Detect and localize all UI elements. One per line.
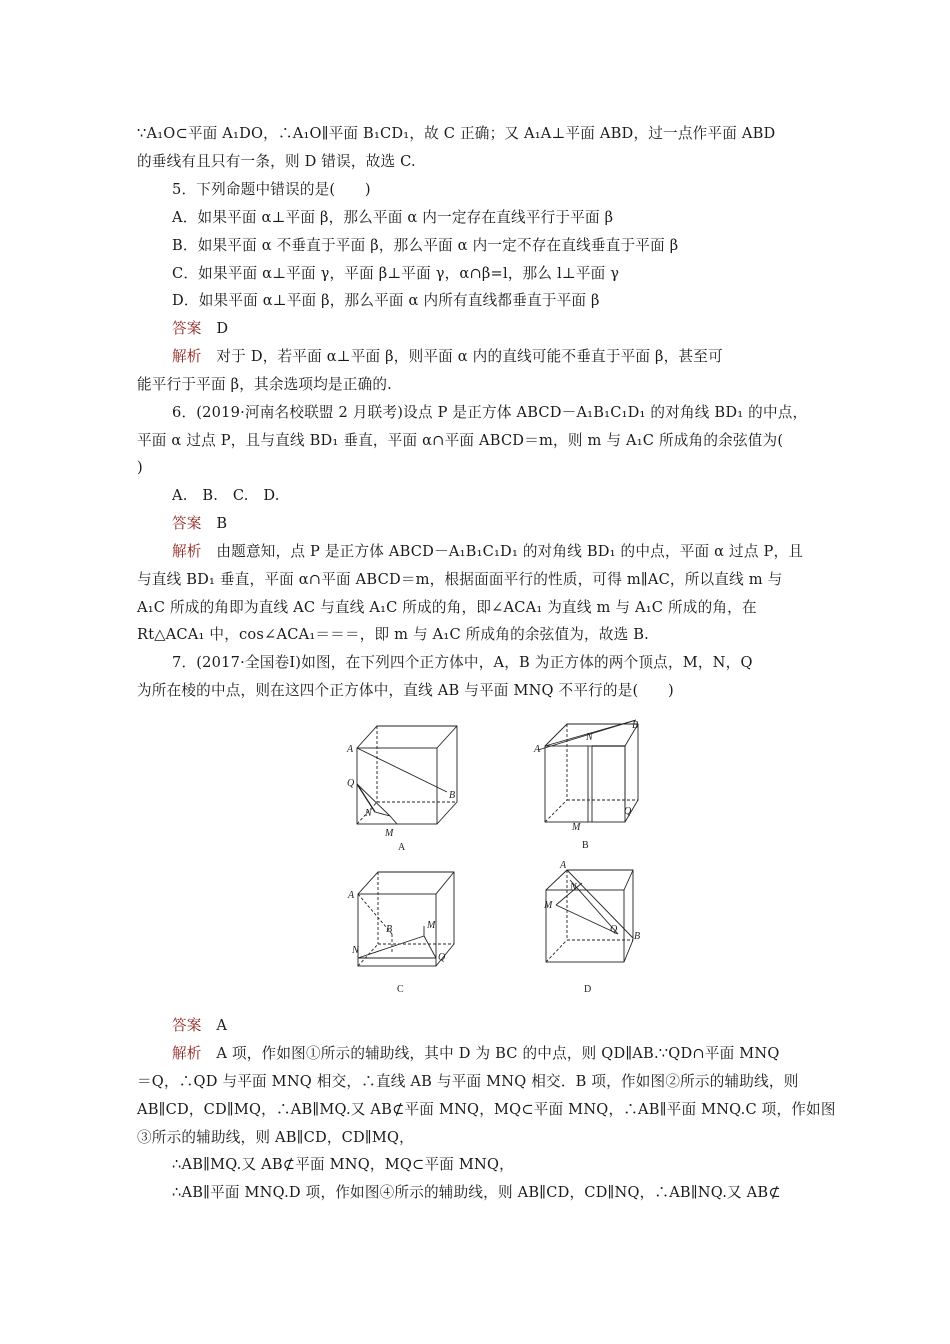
- analysis-label: 解析: [172, 543, 202, 560]
- vertex-label: A: [348, 890, 355, 901]
- text-line: ∵A₁O⊂平面 A₁DO，∴A₁O∥平面 B₁CD₁，故 C 正确；又 A₁A⊥平面 ABD，过一点作平面 ABD: [137, 125, 776, 142]
- vertex-label: M: [572, 822, 581, 833]
- question-6-stem: 6．(2019·河南名校联盟 2 月联考)设点 P 是正方体 ABCD－A₁B₁C₁D₁ 的对角线 BD₁ 的中点，: [172, 404, 808, 421]
- vertex-label: B: [449, 790, 456, 801]
- text-line: ∴AB∥MQ.又 AB⊄平面 MNQ，MQ⊂平面 MNQ，: [172, 1156, 514, 1173]
- text-line: Rt△ACA₁ 中，cos∠ACA₁＝＝＝，即 m 与 A₁C 所成角的余弦值为，故选 B.: [137, 626, 650, 643]
- option-a: A．如果平面 α⊥平面 β，那么平面 α 内一定存在直线平行于平面 β: [172, 209, 614, 226]
- analysis-label: 解析: [172, 348, 202, 365]
- cube-figure-a: [346, 726, 457, 853]
- vertex-label: B: [386, 924, 393, 935]
- text-line: A₁C 所成的角即为直线 AC 与直线 A₁C 所成的角，即∠ACA₁ 为直线 m 与 A₁C 所成的角，在: [137, 599, 757, 616]
- vertex-label: Q: [438, 952, 446, 963]
- vertex-label: Q: [610, 924, 618, 935]
- analysis-line: 解析 由题意知，点 P 是正方体 ABCD－A₁B₁C₁D₁ 的对角线 BD₁ 的中点，平面 α 过点 P，且: [172, 543, 804, 560]
- answer-value: A: [216, 1017, 228, 1034]
- vertex-label: A: [534, 744, 541, 755]
- text-line: 能平行于平面 β，其余选项均是正确的.: [137, 376, 393, 393]
- text-line: 与直线 BD₁ 垂直，平面 α∩平面 ABCD＝m，根据面面平行的性质，可得 m∥AC，所以直线 m 与: [137, 571, 783, 588]
- text-line: ∴AB∥平面 MNQ.D 项，作如图④所示的辅助线，则 AB∥CD，CD∥NQ，∴AB∥NQ.又 AB⊄: [172, 1184, 781, 1201]
- answer-line: [172, 319, 852, 339]
- text-line: 为所在棱的中点，则在这四个正方体中，直线 AB 与平面 MNQ 不平行的是( ): [137, 682, 674, 699]
- answer-line: [172, 514, 852, 534]
- vertex-label: N: [570, 882, 577, 893]
- vertex-label: A: [347, 744, 354, 755]
- cube-figure-c: [347, 872, 454, 995]
- vertex-label: M: [544, 900, 553, 911]
- vertex-label: Q: [624, 806, 632, 817]
- question-5-stem: 5．下列命题中错误的是( ): [172, 181, 371, 198]
- vertex-label: B: [634, 931, 641, 942]
- answer-label: 答案: [172, 515, 202, 532]
- vertex-label: N: [352, 945, 359, 956]
- answer-line: [172, 1016, 852, 1036]
- vertex-label: N: [365, 808, 372, 819]
- text-line: 的垂线有且只有一条，则 D 错误，故选 C.: [137, 153, 416, 170]
- vertex-label: Q: [347, 778, 355, 789]
- option-c: C．如果平面 α⊥平面 γ，平面 β⊥平面 γ，α∩β=l，那么 l⊥平面 γ: [172, 265, 620, 282]
- text-line: ＝Q，∴QD 与平面 MNQ 相交，∴直线 AB 与平面 MNQ 相交．B 项，作如图②所示的辅助线，则: [137, 1073, 799, 1090]
- vertex-label: B: [632, 720, 639, 731]
- option-d: D．如果平面 α⊥平面 β，那么平面 α 内所有直线都垂直于平面 β: [172, 292, 600, 309]
- cube-figure-b: [533, 720, 638, 851]
- vertex-label: M: [385, 828, 394, 839]
- text-line: ): [137, 459, 143, 476]
- vertex-label: A: [560, 860, 567, 871]
- figure-caption: B: [582, 840, 589, 851]
- analysis-line: 解析 A 项，作如图①所示的辅助线，其中 D 为 BC 的中点，则 QD∥AB.∵QD∩平面 MNQ: [172, 1045, 780, 1062]
- analysis-label: 解析: [172, 1045, 202, 1062]
- text-line: ③所示的辅助线，则 AB∥CD，CD∥MQ，: [137, 1129, 414, 1146]
- answer-label: 答案: [172, 1017, 202, 1034]
- cube-figures: [330, 712, 650, 1002]
- vertex-label: N: [586, 732, 593, 743]
- answer-label: 答案: [172, 320, 202, 337]
- question-7-stem: 7．(2017·全国卷Ⅰ)如图，在下列四个正方体中，A，B 为正方体的两个顶点，M，N，Q: [172, 654, 753, 671]
- answer-value: D: [216, 320, 229, 337]
- analysis-line: 解析 对于 D，若平面 α⊥平面 β，则平面 α 内的直线可能不垂直于平面 β，甚至可: [172, 348, 723, 365]
- figure-caption: A: [398, 842, 406, 853]
- text-line: AB∥CD，CD∥MQ，∴AB∥MQ.又 AB⊄平面 MNQ，MQ⊂平面 MNQ，∴AB∥平面 MNQ.C 项，作如图: [137, 1101, 836, 1118]
- figure-caption: D: [584, 984, 592, 995]
- cube-figure-d: [543, 860, 640, 995]
- question-6-options: A. B. C. D.: [172, 487, 280, 504]
- text-line: 平面 α 过点 P，且与直线 BD₁ 垂直，平面 α∩平面 ABCD＝m，则 m 与 A₁C 所成角的余弦值为(: [137, 432, 784, 449]
- vertex-label: M: [427, 920, 436, 931]
- answer-value: B: [216, 515, 228, 532]
- option-b: B．如果平面 α 不垂直于平面 β，那么平面 α 内一定不存在直线垂直于平面 β: [172, 237, 679, 254]
- figure-caption: C: [397, 984, 404, 995]
